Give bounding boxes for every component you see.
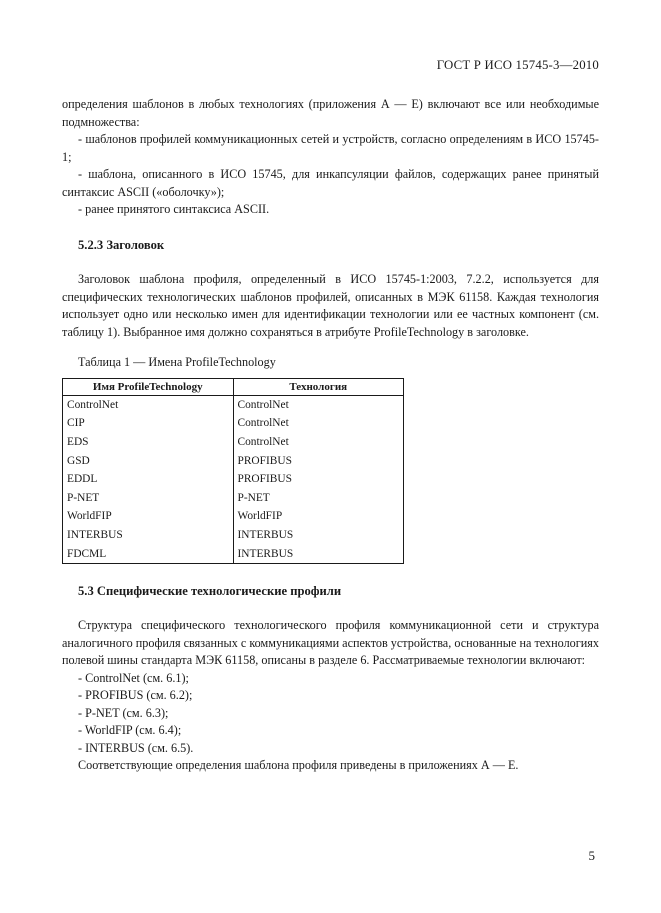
page-content [62,96,599,775]
table-cell: PROFIBUS [233,470,404,489]
table-row [63,433,404,452]
profile-technology-table [62,378,404,564]
section-paragraph: Структура специфического технологического профиля коммуникационной сети и структура аналогичного профиля связанных с коммуникациями аспектов устройства, основанные на технологиях полевой шины стандарта МЭК 61158, описаны в разделе 6. Рассматриваемые технологии включают: [62,618,599,668]
table-cell: ControlNet [233,414,404,433]
page-number: 5 [588,848,595,863]
table-row [63,451,404,470]
table-cell: ControlNet [63,395,234,414]
table-cell: INTERBUS [233,544,404,563]
column-header: Имя ProfileTechnology [63,378,234,395]
list-item: - P-NET (см. 6.3); [78,705,169,720]
intro-item: - шаблонов профилей коммуникационных сетей и устройств, согласно определениям в ИСО 15745-1; [62,132,599,164]
table-cell: ControlNet [233,433,404,452]
section-heading-5-3: 5.3 Специфические технологические профили [78,583,342,598]
table-cell: EDDL [63,470,234,489]
table-row [63,395,404,414]
table-row [63,488,404,507]
table-cell: WorldFIP [233,507,404,526]
intro-item: - ранее принятого синтаксиса ASCII. [78,202,270,216]
table-cell: P-NET [63,488,234,507]
table-caption: Таблица 1 — Имена ProfileTechnology [78,355,276,369]
table-row [63,470,404,489]
list-item: - ControlNet (см. 6.1); [78,670,189,685]
table-row [63,544,404,563]
table-row [63,526,404,545]
intro-item: - шаблона, описанного в ИСО 15745, для инкапсуляции файлов, содержащих ранее принятый синтаксис ASCII («оболочку»); [62,167,599,199]
list-item: - WorldFIP (см. 6.4); [78,723,182,738]
table-cell: EDS [63,433,234,452]
table-header-row [63,378,404,395]
table-cell: INTERBUS [233,526,404,545]
table-cell: GSD [63,451,234,470]
list-item: - PROFIBUS (см. 6.2); [78,688,193,703]
table-cell: ControlNet [233,395,404,414]
table-row [63,414,404,433]
column-header: Технология [233,378,404,395]
section-paragraph: Заголовок шаблона профиля, определенный в ИСО 15745-1:2003, 7.2.2, используется для специфических технологических шаблонов профилей, описанных в МЭК 61158. Каждая технология использует одно или несколько имен для идентификации технологии или ее частных компонент (см. таблицу 1). Выбранное имя должно сохраняться в атрибуте ProfileTechnology в заголовке. [62,272,599,339]
table-cell: PROFIBUS [233,451,404,470]
section-heading-5-2-3: 5.2.3 Заголовок [78,237,165,252]
table-cell: P-NET [233,488,404,507]
intro-paragraph: определения шаблонов в любых технологиях (приложения А — Е) включают все или необходимые подмножества: [62,97,599,129]
table-row [63,507,404,526]
table-cell: CIP [63,414,234,433]
table-cell: WorldFIP [63,507,234,526]
table-cell: FDCML [63,544,234,563]
document-code: ГОСТ Р ИСО 15745-3—2010 [436,58,599,72]
table-cell: INTERBUS [63,526,234,545]
closing-paragraph: Соответствующие определения шаблона профиля приведены в приложениях А — Е. [78,758,519,773]
list-item: - INTERBUS (см. 6.5). [78,740,194,755]
